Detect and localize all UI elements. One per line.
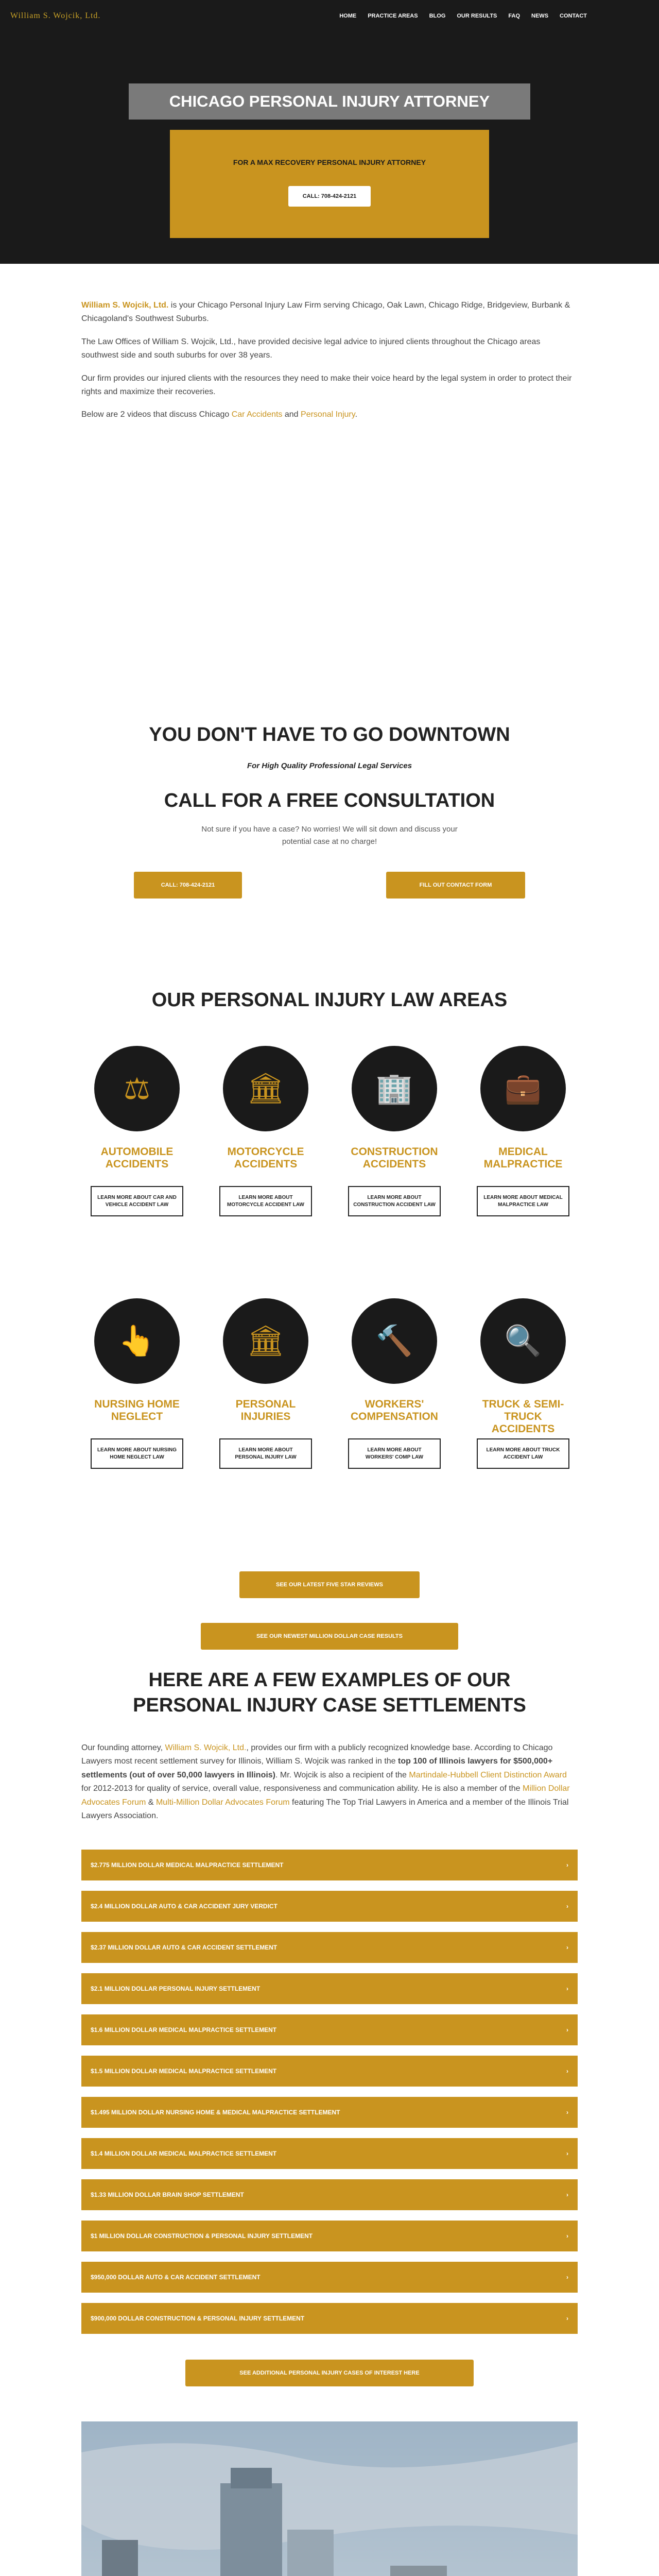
settlement-item[interactable]: $900,000 DOLLAR CONSTRUCTION & PERSONAL INJURY SETTLEMENT ›	[81, 2303, 578, 2334]
settlement-item[interactable]: $1.5 MILLION DOLLAR MEDICAL MALPRACTICE SETTLEMENT ›	[81, 2056, 578, 2087]
consultation-text: Not sure if you have a case? No worries! We will sit down and discuss your potential case at no charge!	[201, 825, 458, 846]
hero-subtitle: FOR A MAX RECOVERY PERSONAL INJURY ATTORNEY	[233, 158, 426, 166]
settlement-item[interactable]: $1.6 MILLION DOLLAR MEDICAL MALPRACTICE SETTLEMENT ›	[81, 2014, 578, 2045]
learn-more-button[interactable]: LEARN MORE ABOUT TRUCK ACCIDENT LAW	[477, 1438, 569, 1469]
downtown-section	[0, 724, 659, 899]
consultation-title: CALL FOR A FREE CONSULTATION	[164, 790, 495, 811]
scales-icon: ⚖	[94, 1046, 180, 1131]
settlement-item[interactable]: $1 MILLION DOLLAR CONSTRUCTION & PERSONAL INJURY SETTLEMENT ›	[81, 2221, 578, 2251]
gavel-icon: 🔨	[352, 1298, 437, 1384]
nav-home[interactable]: HOME	[339, 13, 357, 19]
areas-title: OUR PERSONAL INJURY LAW AREAS	[151, 989, 508, 1011]
city-traffic-photo	[81, 2421, 578, 2576]
areas-title-wrap	[0, 989, 659, 1011]
learn-more-button[interactable]: LEARN MORE ABOUT WORKERS' COMP LAW	[348, 1438, 441, 1469]
settlement-item[interactable]: $2.4 MILLION DOLLAR AUTO & CAR ACCIDENT JURY VERDICT ›	[81, 1891, 578, 1922]
building-icon: 🏢	[352, 1046, 437, 1131]
area-medical	[477, 1046, 569, 1216]
multi-forum-link[interactable]: Multi-Million Dollar Advocates Forum	[155, 1798, 290, 1807]
intro-p2: The Law Offices of William S. Wojcik, Ltd., have provided decisive legal advice to injured clients throughout the Chicago areas southwest side and south suburbs for over 38 years.	[81, 337, 541, 360]
nav-contact[interactable]: CONTACT	[560, 13, 587, 19]
hero-callout	[170, 130, 489, 238]
area-label: PERSONAL INJURIES	[235, 1398, 296, 1423]
area-label: CONSTRUCTION ACCIDENTS	[351, 1146, 438, 1171]
chevron-right-icon: ›	[566, 2274, 568, 2281]
attorney-link[interactable]: William S. Wojcik, Ltd.	[165, 1743, 247, 1752]
hero-title: CHICAGO PERSONAL INJURY ATTORNEY	[129, 83, 530, 120]
nav-faq[interactable]: FAQ	[508, 13, 521, 19]
area-label: MEDICAL MALPRACTICE	[483, 1146, 563, 1171]
area-workers	[348, 1298, 441, 1469]
columns-icon: 🏛	[223, 1046, 308, 1131]
area-truck	[477, 1298, 569, 1469]
consultation-buttons	[134, 872, 525, 899]
intro-p1: William S. Wojcik, Ltd. is your Chicago Personal Injury Law Firm serving Chicago, Oak Lawn, Chicago Ridge, Bridgeview, Burbank & Chicagoland's Southwest Suburbs.	[81, 301, 570, 324]
contact-form-button[interactable]: FILL OUT CONTACT FORM	[386, 872, 525, 899]
chevron-right-icon: ›	[566, 2315, 568, 2322]
settlements-title-2: PERSONAL INJURY CASE SETTLEMENTS	[133, 1694, 526, 1716]
area-label: TRUCK & SEMI-TRUCK ACCIDENTS	[482, 1398, 564, 1435]
chevron-right-icon: ›	[566, 2109, 568, 2116]
courthouse-icon: 🏛	[223, 1298, 308, 1384]
forum-link[interactable]: Million Dollar Advocates Forum	[81, 1784, 570, 1807]
intro-p3: Our firm provides our injured clients with the resources they need to make their voice heard by the legal system in order to protect their rights and maximize their recoveries.	[81, 374, 572, 396]
area-label: MOTORCYCLE ACCIDENTS	[227, 1146, 304, 1171]
learn-more-button[interactable]: LEARN MORE ABOUT CONSTRUCTION ACCIDENT LAW	[348, 1186, 441, 1216]
main-nav	[339, 13, 587, 19]
reviews-wrap	[0, 1571, 659, 1598]
chevron-right-icon: ›	[566, 2067, 568, 2075]
hero-section	[0, 32, 659, 264]
learn-more-button[interactable]: LEARN MORE ABOUT MEDICAL MALPRACTICE LAW	[477, 1186, 569, 1216]
more-cases-button[interactable]: SEE ADDITIONAL PERSONAL INJURY CASES OF INTEREST HERE	[185, 2360, 474, 2386]
top-navbar	[0, 0, 659, 32]
settlement-item[interactable]: $950,000 DOLLAR AUTO & CAR ACCIDENT SETTLEMENT ›	[81, 2262, 578, 2293]
results-wrap	[0, 1623, 659, 1650]
intro-p4: Below are 2 videos that discuss Chicago Car Accidents and Personal Injury.	[81, 410, 358, 419]
magnifier-icon: 🔍	[480, 1298, 566, 1384]
downtown-tagline: For High Quality Professional Legal Services	[247, 761, 412, 770]
city-skyline-image	[81, 2421, 578, 2576]
settlement-item[interactable]: $1.4 MILLION DOLLAR MEDICAL MALPRACTICE SETTLEMENT ›	[81, 2138, 578, 2169]
settlements-intro: Our founding attorney, William S. Wojcik, Ltd., provides our firm with a publicly recognized knowledge base. According to Chicago Lawyers most recent settlement survey for Illinois, William S. Wojcik was ranked in the top 100 of Illinois lawyers for $500,000+ settlements (out of over 50,000 lawyers in Illinois). Mr. Wojcik is also a recipient of the Martindale-Hubbell Client Distinction Award for 2012-2013 for quality of service, overall value, responsiveness and communication ability. He is also a member of the Million Dollar Advocates Forum & Multi-Million Dollar Advocates Forum featuring The Top Trial Lawyers in America and a member of the Illinois Trial Lawyers Association.	[81, 1743, 570, 1820]
reviews-button[interactable]: SEE OUR LATEST FIVE STAR REVIEWS	[239, 1571, 420, 1598]
area-label: AUTOMOBILE ACCIDENTS	[100, 1146, 174, 1171]
chevron-right-icon: ›	[566, 2026, 568, 2033]
personal-injury-link[interactable]: Personal Injury	[301, 410, 355, 419]
intro-text	[81, 299, 576, 431]
award-link[interactable]: Martindale-Hubbell Client Distinction Award	[409, 1770, 567, 1780]
hero-call-button[interactable]: CALL: 708-424-2121	[288, 186, 371, 207]
settlements-heading	[0, 1669, 659, 1717]
fingerprint-icon: 👆	[94, 1298, 180, 1384]
learn-more-button[interactable]: LEARN MORE ABOUT NURSING HOME NEGLECT LAW	[91, 1438, 183, 1469]
nav-our-results[interactable]: OUR RESULTS	[457, 13, 497, 19]
area-nursing	[91, 1298, 183, 1469]
car-accidents-link[interactable]: Car Accidents	[231, 410, 283, 419]
learn-more-button[interactable]: LEARN MORE ABOUT PERSONAL INJURY LAW	[219, 1438, 312, 1469]
briefcase-icon: 💼	[480, 1046, 566, 1131]
chevron-right-icon: ›	[566, 1903, 568, 1910]
chevron-right-icon: ›	[566, 2191, 568, 2198]
settlements-title-1: HERE ARE A FEW EXAMPLES OF OUR	[148, 1669, 511, 1691]
chevron-right-icon: ›	[566, 1861, 568, 1869]
firm-link[interactable]: William S. Wojcik, Ltd.	[81, 301, 169, 310]
area-personal	[219, 1298, 312, 1469]
area-motorcycle	[219, 1046, 312, 1216]
nav-blog[interactable]: BLOG	[429, 13, 446, 19]
nav-news[interactable]: NEWS	[531, 13, 549, 19]
chevron-right-icon: ›	[566, 2232, 568, 2240]
settlement-item[interactable]: $1.495 MILLION DOLLAR NURSING HOME & MEDICAL MALPRACTICE SETTLEMENT ›	[81, 2097, 578, 2128]
nav-practice-areas[interactable]: PRACTICE AREAS	[368, 13, 418, 19]
settlement-item[interactable]: $1.33 MILLION DOLLAR BRAIN SHOP SETTLEMENT ›	[81, 2179, 578, 2210]
settlement-item[interactable]: $2.775 MILLION DOLLAR MEDICAL MALPRACTICE SETTLEMENT ›	[81, 1850, 578, 1880]
chevron-right-icon: ›	[566, 1944, 568, 1951]
area-label: NURSING HOME NEGLECT	[94, 1398, 180, 1423]
chevron-right-icon: ›	[566, 2150, 568, 2157]
settlement-item[interactable]: $2.1 MILLION DOLLAR PERSONAL INJURY SETTLEMENT ›	[81, 1973, 578, 2004]
chevron-right-icon: ›	[566, 1985, 568, 1992]
call-button[interactable]: CALL: 708-424-2121	[134, 872, 242, 899]
learn-more-button[interactable]: LEARN MORE ABOUT CAR AND VEHICLE ACCIDENT LAW	[91, 1186, 183, 1216]
more-cases-wrap	[0, 2360, 659, 2386]
area-label: WORKERS' COMPENSATION	[351, 1398, 438, 1423]
learn-more-button[interactable]: LEARN MORE ABOUT MOTORCYCLE ACCIDENT LAW	[219, 1186, 312, 1216]
downtown-title: YOU DON'T HAVE TO GO DOWNTOWN	[149, 724, 510, 745]
area-automobile	[91, 1046, 183, 1216]
settlement-item[interactable]: $2.37 MILLION DOLLAR AUTO & CAR ACCIDENT SETTLEMENT ›	[81, 1932, 578, 1963]
area-construction	[348, 1046, 441, 1216]
results-button[interactable]: SEE OUR NEWEST MILLION DOLLAR CASE RESULTS	[201, 1623, 458, 1650]
site-logo[interactable]: William S. Wojcik, Ltd.	[10, 11, 101, 20]
